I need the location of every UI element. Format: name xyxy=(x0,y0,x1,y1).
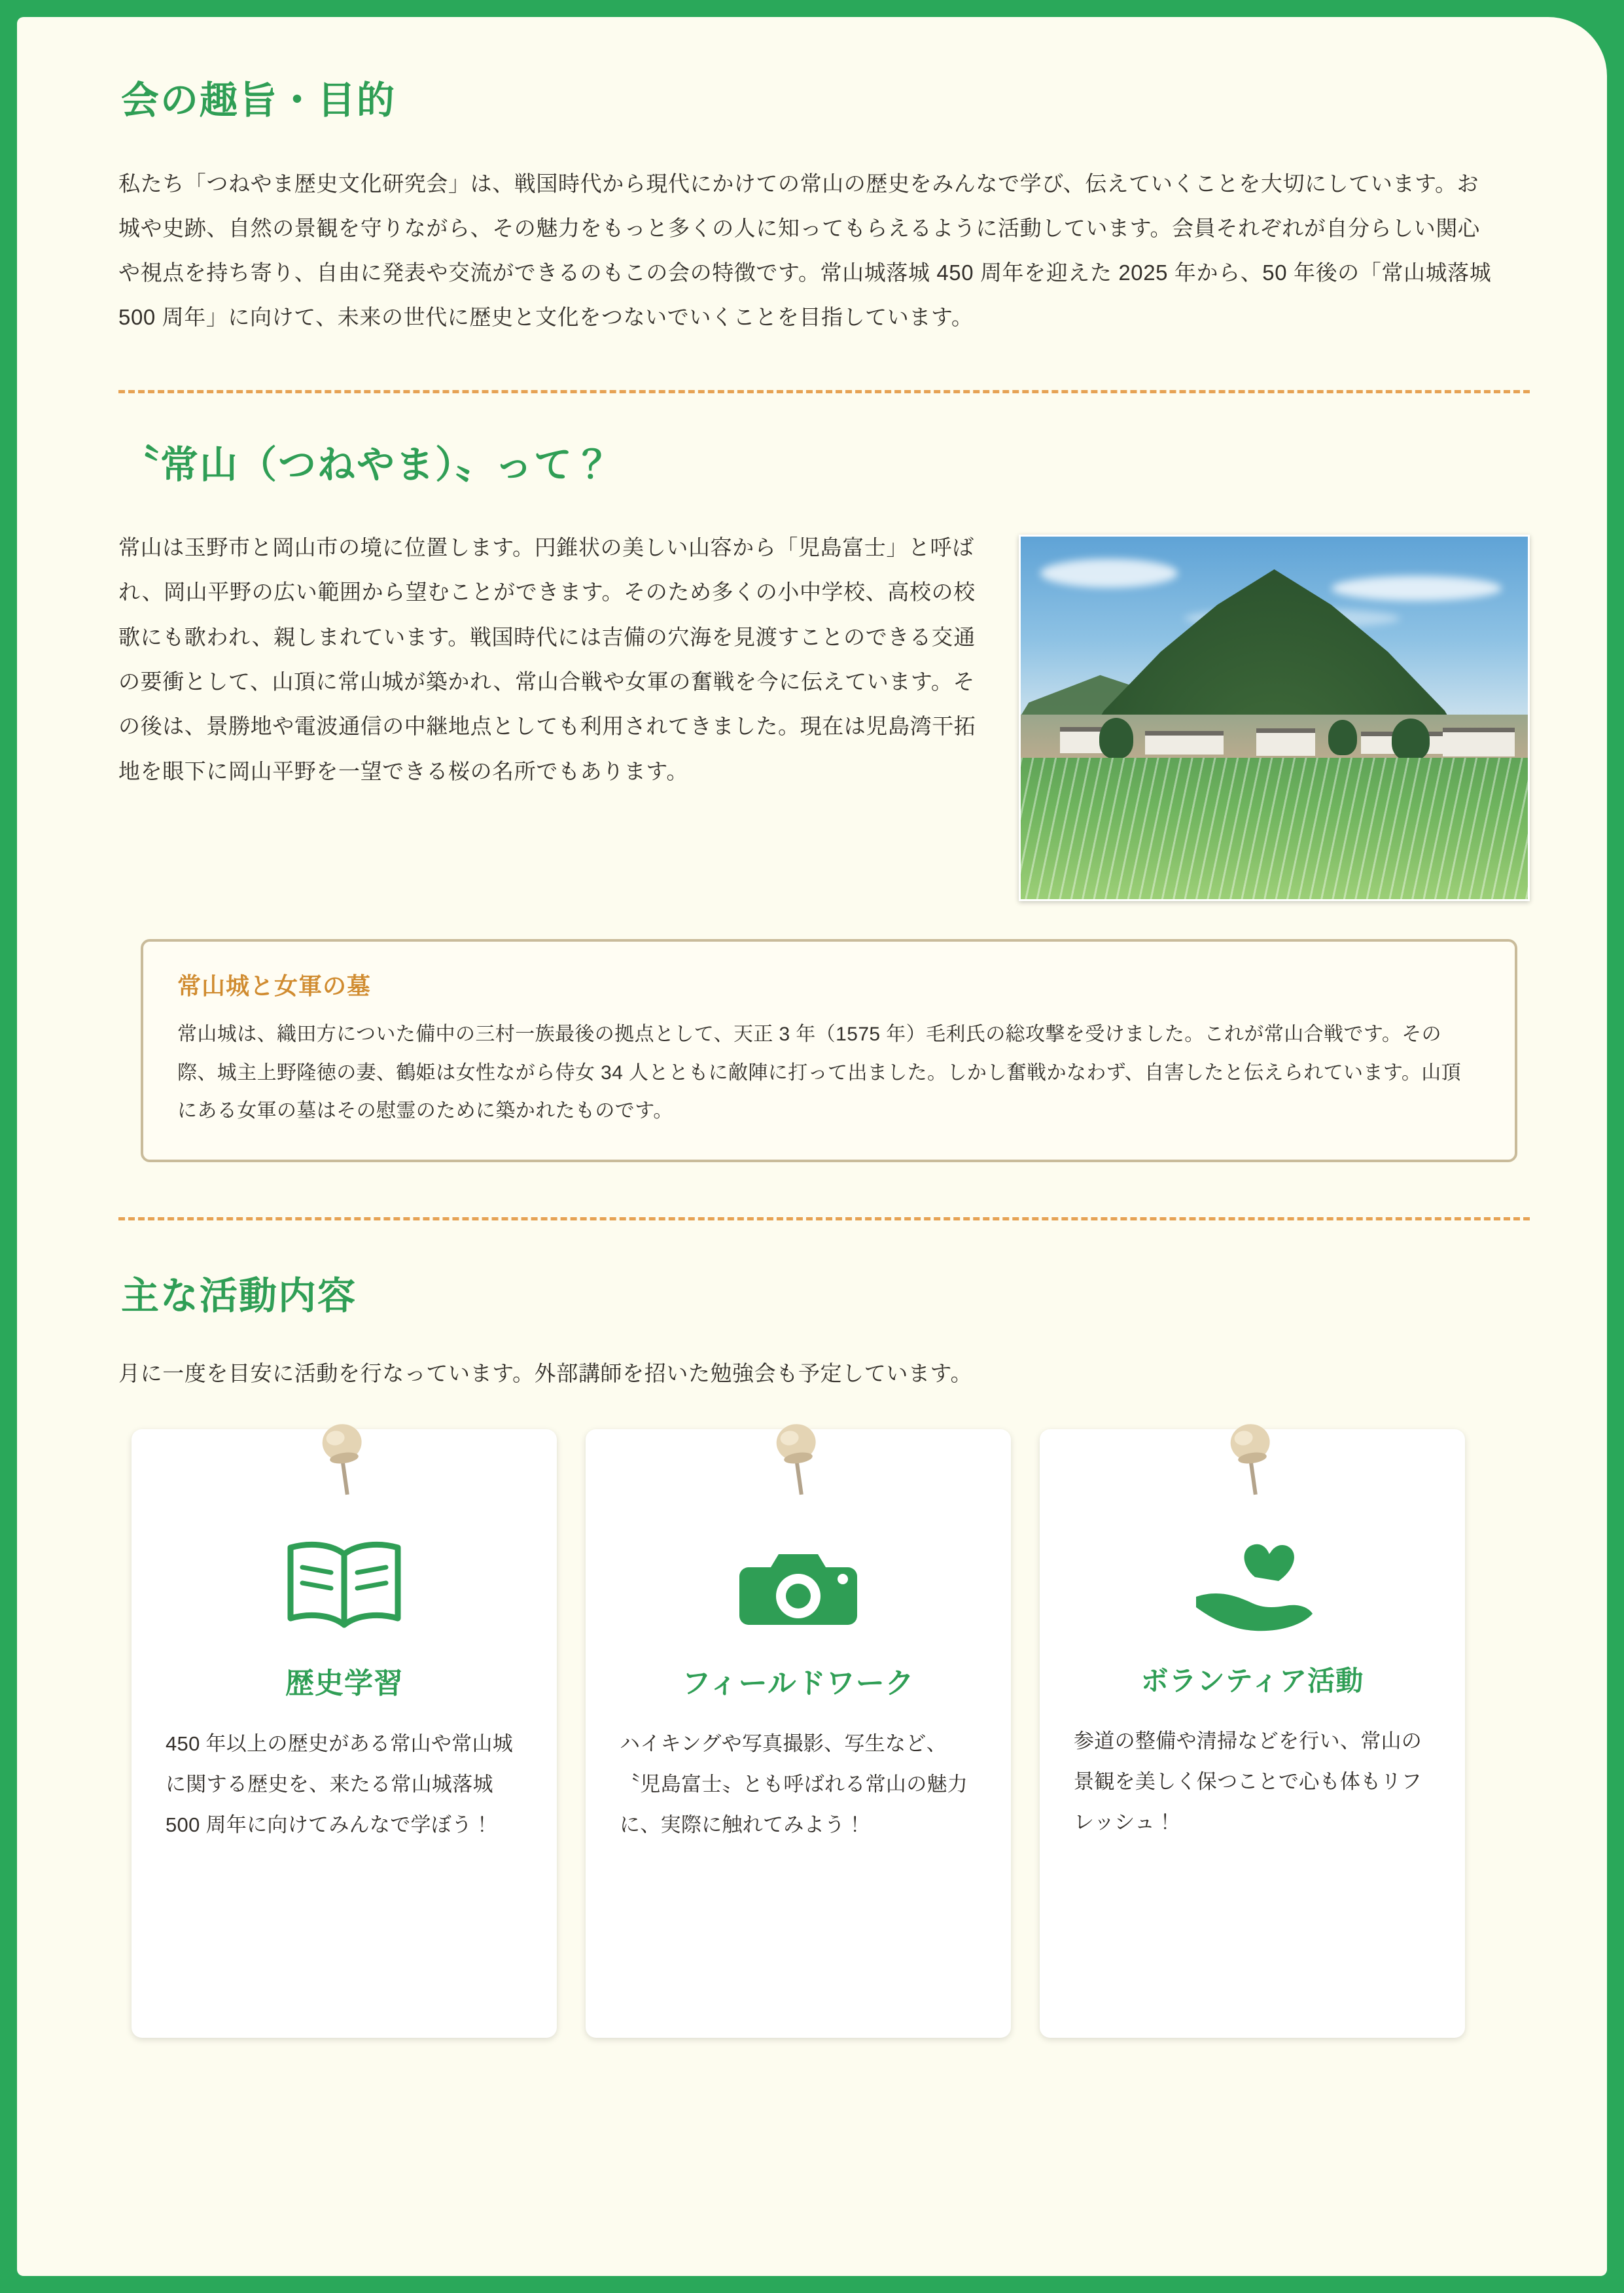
push-pin-icon xyxy=(757,1414,839,1502)
activity-card-fieldwork xyxy=(586,1429,1011,2038)
hand-heart-icon xyxy=(1074,1527,1431,1645)
photo-cloud xyxy=(1332,576,1502,601)
page-content xyxy=(17,17,1607,2084)
photo-rice-paddy xyxy=(1021,758,1528,899)
divider-1 xyxy=(118,390,1530,393)
page-surface xyxy=(17,17,1607,2276)
activity-card-title: フィールドワーク xyxy=(682,1667,915,1700)
activity-card-title: 歴史学習 xyxy=(285,1667,403,1700)
activities-lead-text: 月に一度を目安に活動を行なっています。外部講師を招いた勉強会も予定しています。 xyxy=(118,1361,973,1386)
push-pin-icon xyxy=(303,1414,385,1502)
tsuneyama-photo xyxy=(1019,535,1530,901)
photo-house xyxy=(1443,728,1515,756)
callout-box-tsuneyama-castle xyxy=(141,939,1517,1162)
tsuneyama-row xyxy=(118,525,1530,901)
purpose-body-text: 私たち「つねやま歴史文化研究会」は、戦国時代から現代にかけての常山の歴史をみんなで学び、伝えていくことを大切にしています。お城や史跡、自然の景観を守りながら、その魅力をもっと多くの人に知ってもらえるように活動しています。会員それぞれが自分らしい関心や視点を持ち寄り、自由に発表や交流ができるのもこの会の特徴です。常山城落城 450 周年を迎えた 2025 年から、50 年後の「常山城落城 500 周年」に向けて、未来の世代に歴史と文化をつないでいくことを目指しています。 xyxy=(118,171,1492,330)
activity-card-body: ハイキングや写真撮影、写生など、〝児島富士〟とも呼ばれる常山の魅力に、実際に触れてみよう！ xyxy=(620,1732,968,1837)
callout-title: 常山城と女軍の墓 xyxy=(177,972,372,1000)
activity-card-body: 参道の整備や清掃などを行い、常山の景観を美しく保つことで心も体もリフレッシュ！ xyxy=(1074,1730,1422,1834)
section-heading-activities-text: 主な活動内容 xyxy=(121,1274,357,1317)
activity-card-volunteer xyxy=(1040,1429,1465,2038)
photo-tree xyxy=(1099,718,1133,758)
activity-card-history-study xyxy=(132,1429,557,2038)
section-heading-activities xyxy=(118,1273,363,1323)
photo-house xyxy=(1256,728,1315,756)
open-book-icon xyxy=(166,1527,523,1645)
divider-2 xyxy=(118,1217,1530,1220)
activity-card-title: ボランティア活動 xyxy=(1140,1665,1364,1697)
push-pin-icon xyxy=(1211,1414,1294,1502)
tsuneyama-text-column xyxy=(118,525,989,794)
photo-cloud xyxy=(1040,559,1178,588)
callout-body-text: 常山城は、織田方についた備中の三村一族最後の拠点として、天正 3 年（1575 年）毛利氏の総攻撃を受けました。これが常山合戦です。その際、城主上野隆徳の妻、鶴姫は女性ながら侍女 34 人とともに敵陣に打って出ました。しかし奮戦かなわず、自害したと伝えられています。山頂にある女軍の墓はその慰霊のために築かれたものです。 xyxy=(177,1023,1462,1122)
section-heading-purpose xyxy=(118,77,402,128)
activity-card-body: 450 年以上の歴史がある常山や常山城に関する歴史を、来たる常山城落城 500 周年に向けてみんなで学ぼう！ xyxy=(166,1732,514,1837)
camera-icon xyxy=(620,1527,977,1645)
section-heading-purpose-text: 会の趣旨・目的 xyxy=(121,79,397,122)
section-heading-tsuneyama xyxy=(118,442,619,492)
photo-house xyxy=(1145,731,1224,755)
photo-tree xyxy=(1392,719,1430,760)
activity-card-list xyxy=(132,1429,1530,2038)
photo-tree xyxy=(1328,720,1357,755)
section-heading-tsuneyama-text: 〝常山（つねやま）〟って？ xyxy=(121,443,613,486)
tsuneyama-body-text: 常山は玉野市と岡山市の境に位置します。円錐状の美しい山容から「児島富士」と呼ばれ、岡山平野の広い範囲から望むことができます。そのため多くの小中学校、高校の校歌にも歌われ、親しまれています。戦国時代には吉備の穴海を見渡すことのできる交通の要衝として、山頂に常山城が築かれ、常山合戦や女軍の奮戦を今に伝えています。その後は、景勝地や電波通信の中継地点としても利用されてきました。現在は児島湾干拓地を眼下に岡山平野を一望できる桜の名所でもあります。 xyxy=(118,535,976,783)
